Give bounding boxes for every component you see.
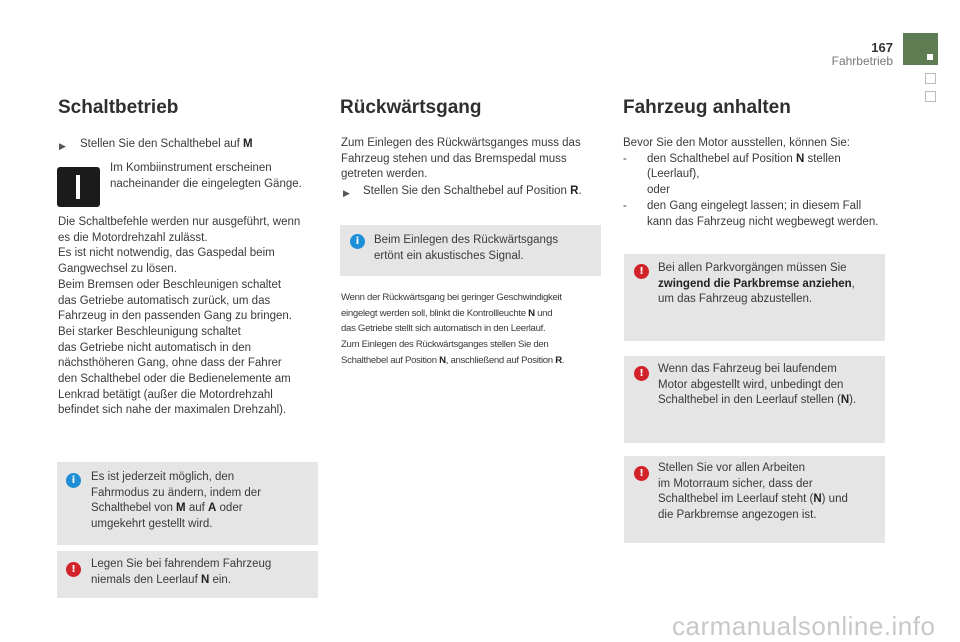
page-number: 167 <box>871 40 893 55</box>
warning-icon: ! <box>634 366 649 381</box>
info-icon: i <box>350 234 365 249</box>
warning-box <box>57 551 318 598</box>
warning-text: Stellen Sie vor allen Arbeiten im Motorraum sicher, dass der Schalthebel im Leerlauf steht (N) und die Parkbremse angezogen ist. <box>658 462 848 522</box>
heading-fahrzeug-anhalten: Fahrzeug anhalten <box>623 97 791 118</box>
info-text: Es ist jederzeit möglich, den Fahrmodus zu ändern, indem der Schalthebel von M auf A oder umgekehrt gestellt wird. <box>91 471 262 531</box>
icon-text: Im Kombiinstrument erscheinen nacheinander die eingelegten Gänge. <box>110 162 302 190</box>
chapter-tab <box>903 33 938 65</box>
outline-square-icon <box>925 91 936 102</box>
tab-square-icon <box>927 54 933 60</box>
warning-box <box>624 456 885 543</box>
warning-text: Wenn das Fahrzeug bei laufendem Motor abgestellt wird, unbedingt den Schalthebel in den Leerlauf stellen (N). <box>658 363 857 407</box>
reverse-bullet-text: Stellen Sie den Schalthebel auf Position R. <box>363 185 582 197</box>
stop-text: Bevor Sie den Motor ausstellen, können Sie: - den Schalthebel auf Position N stellen (Leerlauf), oder - den Gang eingelegt lassen; in diesem Fall kann das Fahrzeug nicht wegbewegt werden. <box>623 137 879 228</box>
heading-rueckwaertsgang: Rückwärtsgang <box>340 97 482 118</box>
info-text: Beim Einlegen des Rückwärtsgangs ertönt ein akustisches Signal. <box>374 234 559 262</box>
heading-schaltbetrieb: Schaltbetrieb <box>58 97 179 118</box>
warning-box <box>624 254 885 341</box>
warning-icon: ! <box>66 562 81 577</box>
warning-icon: ! <box>634 466 649 481</box>
info-box <box>57 462 318 545</box>
body-text: Die Schaltbefehle werden nur ausgeführt, wenn es die Motordrehzahl zulässt. Es ist nicht notwendig, das Gaspedal beim Gangwechsel zu lösen. Beim Bremsen oder Beschleunigen schaltet das Getriebe automatisch zurück, um das Fahrzeug in den passenden Gang zu bringen. Bei starker Beschleunigung schaltet das Getriebe nicht automatisch in den nächsthöheren Gang, ohne dass der Fahrer den Schalthebel oder die Bedienelemente am Lenkrad betätigt (außer die Motordrehzahl befindet sich nahe der maximalen Drehzahl). <box>58 216 301 417</box>
gear-display-icon <box>57 167 100 207</box>
reverse-note: Wenn der Rückwärtsgang bei geringer Geschwindigkeit eingelegt werden soll, blinkt die Kontrollleuchte N und das Getriebe stellt sich automatisch in den Leerlauf. Zum Einlegen des Rückwärtsganges stellen Sie den Schalthebel auf Position N, anschließend auf Position R. <box>341 292 565 366</box>
warning-box <box>624 356 885 443</box>
watermark: carmanualsonline.info <box>672 611 936 641</box>
arrow-bullet-icon: ▶ <box>343 188 350 198</box>
section-title: Fahrbetrieb <box>831 54 893 68</box>
warning-icon: ! <box>634 264 649 279</box>
info-box <box>340 225 601 276</box>
warning-text: Legen Sie bei fahrendem Fahrzeug niemals den Leerlauf N ein. <box>91 558 272 586</box>
warning-text: Bei allen Parkvorgängen müssen Sie zwingend die Parkbremse anziehen, um das Fahrzeug abzustellen. <box>658 262 855 306</box>
outline-square-icon <box>925 73 936 84</box>
info-icon: i <box>66 473 81 488</box>
bullet-text: Stellen Sie den Schalthebel auf M <box>80 138 253 150</box>
arrow-bullet-icon: ▶ <box>59 141 66 151</box>
reverse-text: Zum Einlegen des Rückwärtsganges muss das Fahrzeug stehen und das Bremspedal muss getreten werden. <box>341 137 581 181</box>
